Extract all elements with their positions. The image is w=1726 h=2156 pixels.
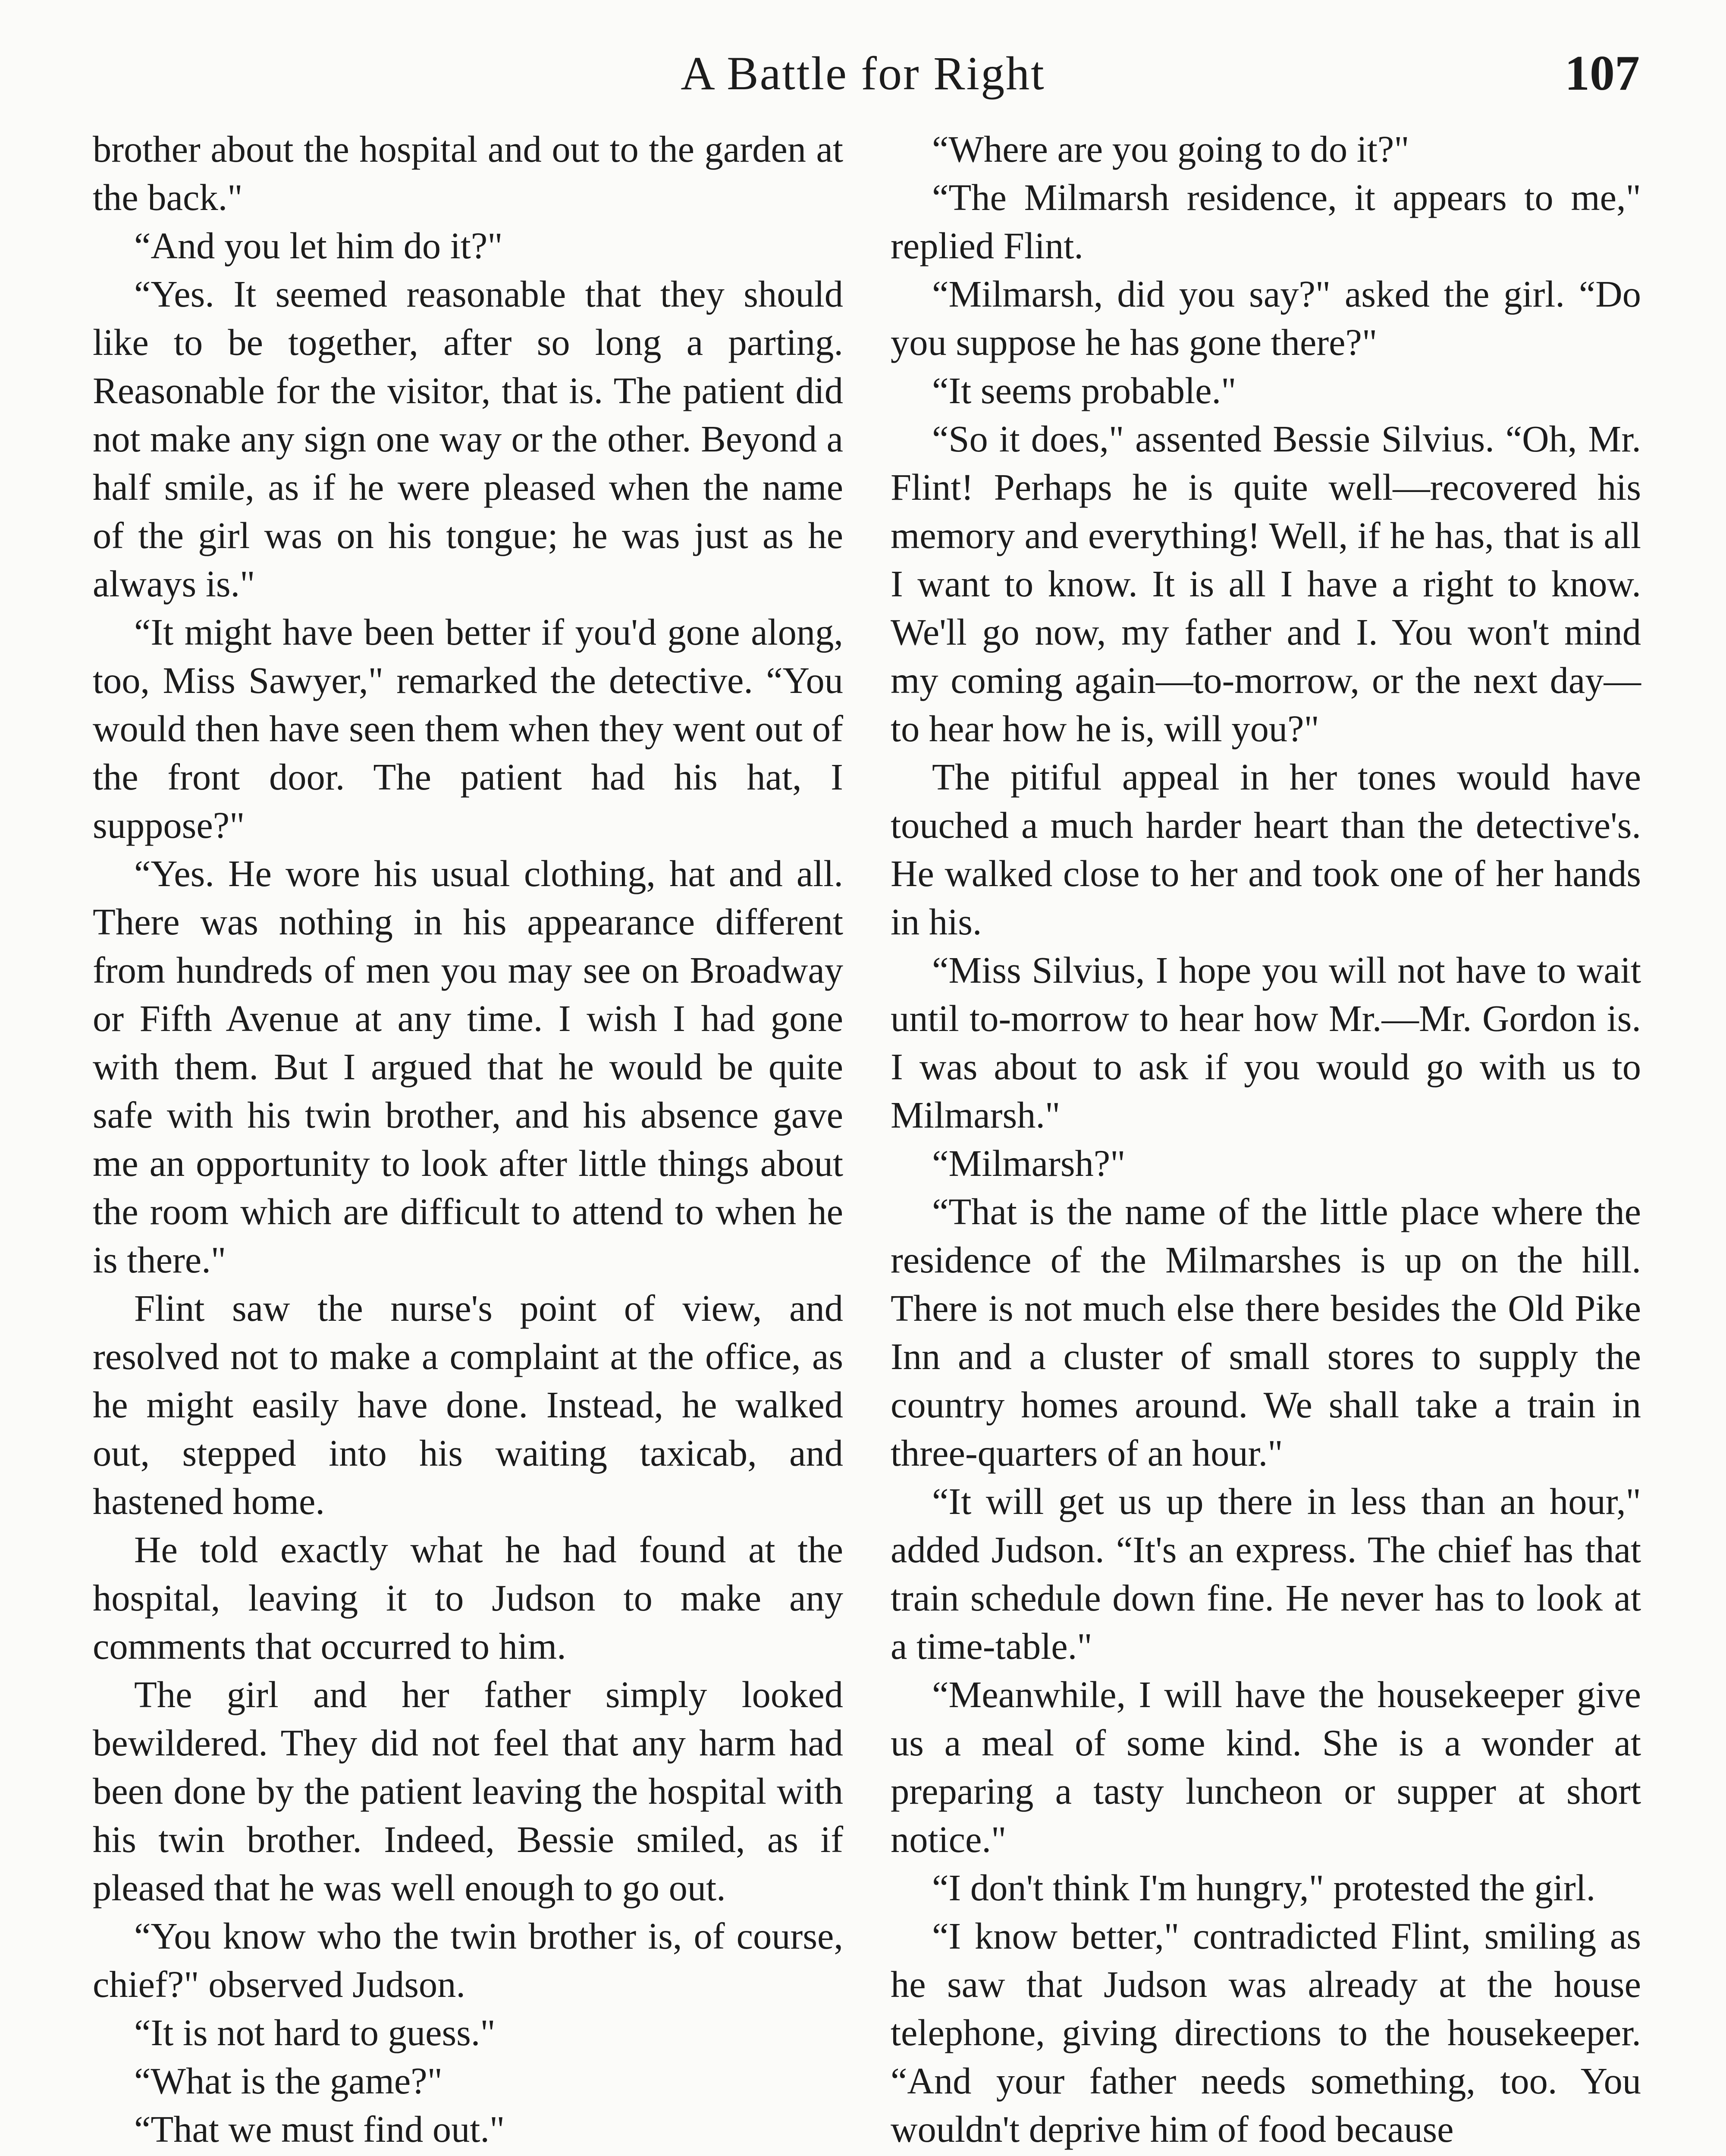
paragraph: The girl and her father simply looked bewildered. They did not feel that any harm had been done by the patient leaving the hospital with his twin brother. Indeed, Bessie smiled, as if pleased that he was well enough to go out. bbox=[93, 1674, 843, 1908]
paragraph: “It is not hard to guess." bbox=[134, 2012, 496, 2053]
paragraph bbox=[93, 2153, 843, 2156]
paragraph: “Meanwhile, I will have the housekeeper give us a meal of some kind. She is a wonder at preparing a tasty luncheon or supper at short notice." bbox=[891, 1674, 1641, 1860]
paragraph: Flint saw the nurse's point of view, and resolved not to make a complaint at the office, as he might easily have done. Instead, he walked out, stepped into his waiting taxicab, and hastened home. bbox=[93, 1288, 843, 1522]
paragraph: The pitiful appeal in her tones would have touched a much harder heart than the detective's. He walked close to her and took one of her hands in his. bbox=[891, 756, 1641, 943]
paragraph: “I know better," contradicted Flint, smiling as he saw that Judson was already at the house telephone, giving directions to the housekeeper. “And your father needs something, too. You wouldn't deprive him of food because bbox=[891, 1915, 1641, 2150]
left-column bbox=[93, 125, 843, 2156]
paragraph: “Milmarsh?" bbox=[932, 1143, 1126, 1184]
paragraph: “Miss Silvius, I hope you will not have to wait until to-morrow to hear how Mr.—Mr. Gordon is. I was about to ask if you would go with us to Milmarsh." bbox=[891, 950, 1641, 1136]
paragraph: “Where are you going to do it?" bbox=[932, 128, 1409, 170]
paragraph: “That we must find out." bbox=[134, 2109, 505, 2150]
paragraph: “That is the name of the little place where the residence of the Milmarshes is up on the hill. There is not much else there besides the Old Pike Inn and a cluster of small stores to supply the country homes around. We shall take a train in three-quarters of an hour." bbox=[891, 1191, 1641, 1474]
paragraph: “Yes. It seemed reasonable that they should like to be together, after so long a parting. Reasonable for the visitor, that is. The patient did not make any sign one way or the other. Beyond a half smile, as if he were pleased when the name of the girl was on his tongue; he was just as he always is." bbox=[93, 273, 843, 605]
paragraph: “So it does," assented Bessie Silvius. “Oh, Mr. Flint! Perhaps he is quite well—recovered his memory and everything! Well, if he has, that is all I want to know. It is all I have a right to know. We'll go now, my father and I. You won't mind my coming again—to-morrow, or the next day—to hear how he is, will you?" bbox=[891, 418, 1641, 749]
paragraph: “Yes. He wore his usual clothing, hat and all. There was nothing in his appearance different from hundreds of men you may see on Broadway or Fifth Avenue at any time. I wish I had gone with them. But I argued that he would be quite safe with his twin brother, and his absence gave me an opportunity to look after little things about the room which are difficult to attend to when he is there." bbox=[93, 853, 843, 1281]
paragraph: “And you let him do it?" bbox=[134, 225, 503, 266]
paragraph: “You know who the twin brother is, of course, chief?" observed Judson. bbox=[93, 1915, 843, 2005]
paragraph: “It seems probable." bbox=[932, 370, 1236, 411]
paragraph: “It might have been better if you'd gone along, too, Miss Sawyer," remarked the detective. “You would then have seen them when they went out of the front door. The patient had his hat, I suppose?" bbox=[93, 611, 843, 846]
running-title: A Battle for Right bbox=[681, 47, 1045, 100]
paragraph: “The Milmarsh residence, it appears to me," replied Flint. bbox=[891, 177, 1641, 266]
paragraph: “It will get us up there in less than an hour," added Judson. “It's an express. The chief has that train schedule down fine. He never has to look at a time-table." bbox=[891, 1481, 1641, 1667]
paragraph: “I don't think I'm hungry," protested the girl. bbox=[932, 1867, 1596, 1908]
running-head bbox=[86, 43, 1640, 103]
paragraph: brother about the hospital and out to the garden at the back." bbox=[93, 128, 843, 218]
page-number: 107 bbox=[1565, 46, 1640, 101]
right-column bbox=[891, 125, 1641, 2153]
paragraph: “Milmarsh, did you say?" asked the girl. “Do you suppose he has gone there?" bbox=[891, 273, 1641, 363]
paragraph: “What is the game?" bbox=[134, 2060, 442, 2102]
paragraph: He told exactly what he had found at the hospital, leaving it to Judson to make any comments that occurred to him. bbox=[93, 1529, 843, 1667]
